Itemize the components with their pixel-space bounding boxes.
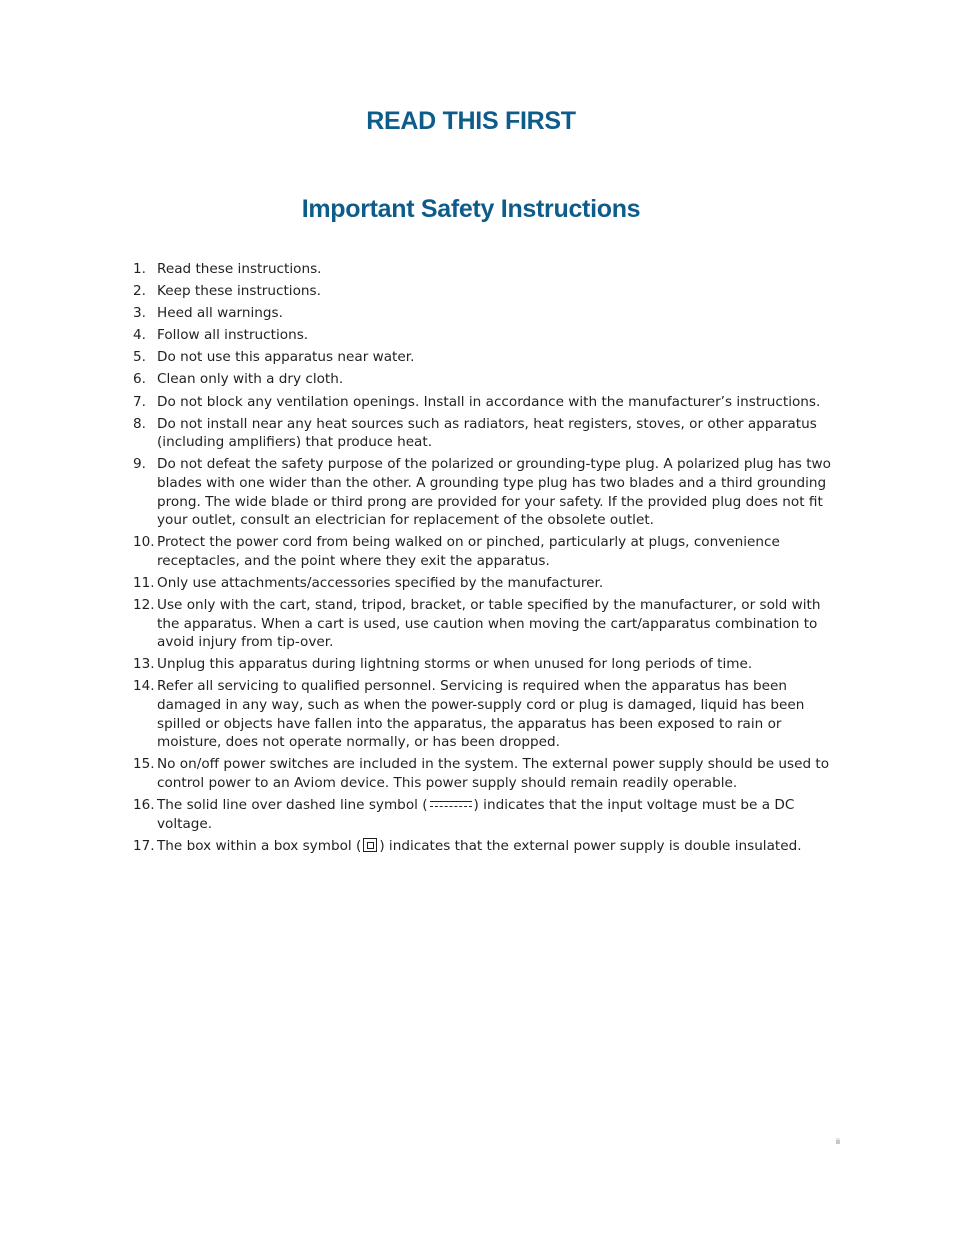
item-text: Only use attachments/accessories specified by the manufacturer. [157, 574, 604, 591]
item-text: Unplug this apparatus during lightning storms or when unused for long periods of time. [157, 656, 753, 673]
list-item [133, 755, 843, 792]
item-number: 8. [133, 415, 146, 432]
item-text: Clean only with a dry cloth. [157, 371, 344, 388]
item-text: Do not install near any heat sources such as radiators, heat registers, stoves, or other apparatus (including amplifiers) that produce heat. [157, 415, 817, 451]
item-text: Use only with the cart, stand, tripod, bracket, or table specified by the manufacturer, or sold with the apparatus. When a cart is used, use caution when moving the cart/apparatus combination to avoid injury from tip-over. [157, 597, 821, 651]
item-number: 5. [133, 349, 146, 366]
item-number: 3. [133, 305, 146, 322]
item-text-after: ) indicates that the external power supply is double insulated. [379, 837, 802, 854]
item-number: 9. [133, 456, 146, 473]
item-text: Protect the power cord from being walked on or pinched, particularly at plugs, convenience receptacles, and the point where they exit the apparatus. [157, 534, 780, 569]
safety-instructions-list [133, 260, 843, 859]
item-text: No on/off power switches are included in the system. The external power supply should be used to control power to an Aviom device. This power supply should remain readily operable. [157, 756, 830, 791]
item-text: Refer all servicing to qualified personnel. Servicing is required when the apparatus has been damaged in any way, such as when the power-supply cord or plug is damaged, liquid has been spilled or objects have fallen into the apparatus, the apparatus has been exposed to rain or moisture, does not operate normally, or has been dropped. [157, 678, 805, 751]
list-item [133, 796, 843, 833]
item-text: Keep these instructions. [157, 283, 321, 300]
item-number: 4. [133, 327, 146, 344]
dc-voltage-icon [430, 800, 472, 809]
page-title: READ THIS FIRST [366, 107, 576, 135]
list-item [133, 260, 843, 279]
item-text: Do not block any ventilation openings. Install in accordance with the manufacturer’s instructions. [157, 393, 821, 410]
item-number: 14. [133, 678, 155, 695]
list-item [133, 415, 843, 452]
item-text: Follow all instructions. [157, 327, 309, 344]
item-text: Heed all warnings. [157, 305, 283, 322]
item-number: 7. [133, 393, 146, 410]
list-item [133, 348, 843, 367]
list-item [133, 596, 843, 652]
item-text: Read these instructions. [157, 261, 322, 277]
list-item [133, 655, 843, 674]
list-item [133, 455, 843, 529]
list-item [133, 837, 843, 856]
list-item [133, 282, 843, 301]
page-number: ii [836, 1138, 840, 1146]
item-number: 12. [133, 597, 155, 613]
item-text: Do not defeat the safety purpose of the polarized or grounding-type plug. A polarized plug has two blades with one wider than the other. A grounding type plug has two blades and a third grounding prong. The wide blade or third prong are provided for your safety. If the provided plug does not fit your outlet, consult an electrician for replacement of the obsolete outlet. [157, 456, 831, 529]
item-number: 1. [133, 261, 146, 277]
section-title: Important Safety Instructions [301, 195, 641, 223]
item-text-before: The solid line over dashed line symbol ( [157, 796, 428, 813]
item-number: 10. [133, 534, 155, 551]
list-item [133, 326, 843, 345]
item-number: 17. [133, 837, 155, 854]
list-item [133, 574, 843, 593]
item-number: 11. [133, 574, 155, 591]
list-item [133, 304, 843, 323]
item-number: 15. [133, 756, 155, 773]
item-number: 6. [133, 371, 146, 388]
item-number: 2. [133, 283, 146, 300]
list-item [133, 533, 843, 570]
item-text-after: ) indicates that the input voltage must be a DC voltage. [157, 796, 795, 832]
list-item [133, 370, 843, 389]
list-item [133, 393, 843, 412]
double-insulated-icon [363, 838, 377, 852]
item-text-before: The box within a box symbol ( [157, 837, 362, 854]
list-item [133, 677, 843, 751]
item-number: 13. [133, 656, 155, 673]
item-text: Do not use this apparatus near water. [157, 349, 415, 366]
item-number: 16. [133, 796, 155, 813]
